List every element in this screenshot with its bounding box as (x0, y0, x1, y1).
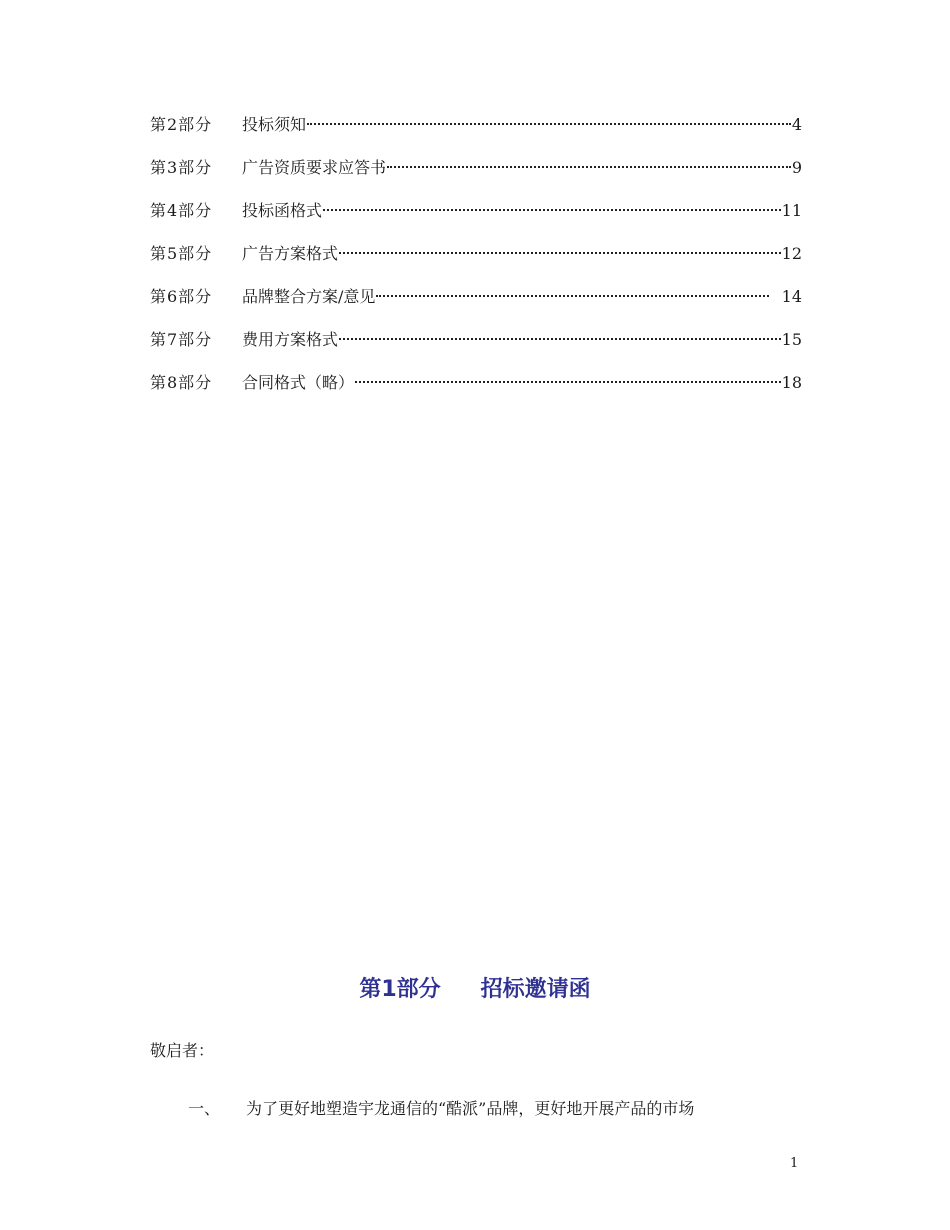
toc-title: 广告资质要求应答书 (242, 158, 387, 177)
toc-title: 广告方案格式 (242, 244, 339, 263)
toc-entry[interactable] (150, 112, 802, 155)
toc-part-label: 第8部分 (150, 373, 213, 392)
section-part-label: 第1部分 (359, 977, 441, 1002)
toc-entry[interactable] (150, 284, 802, 327)
toc-page-number: 12 (781, 244, 802, 263)
toc-title: 投标函格式 (242, 201, 323, 220)
toc-page-number: 4 (791, 115, 802, 134)
toc-leader-dots (376, 295, 768, 297)
toc-part-label: 第4部分 (150, 201, 213, 220)
toc-leader-dots (323, 209, 781, 211)
toc-part-label: 第6部分 (150, 287, 213, 306)
toc-leader-dots (339, 338, 781, 340)
page-number: 1 (790, 1156, 799, 1171)
section-title: 招标邀请函 (480, 977, 591, 1002)
toc-leader-dots (307, 123, 791, 125)
body-paragraph (150, 1096, 802, 1119)
toc-entry[interactable] (150, 370, 802, 413)
toc-entry[interactable] (150, 327, 802, 370)
toc-page-number: 15 (781, 330, 802, 349)
toc-part-label: 第5部分 (150, 244, 213, 263)
toc-page-number: 14 (781, 287, 802, 306)
toc-part-label: 第7部分 (150, 330, 213, 349)
paragraph-text: 为了更好地塑造宇龙通信的“酷派”品牌，更好地开展产品的市场 (246, 1099, 695, 1118)
toc-page-number: 11 (781, 201, 802, 220)
toc-entry[interactable] (150, 198, 802, 241)
table-of-contents (150, 112, 802, 413)
toc-page-number: 18 (781, 373, 802, 392)
section-heading (0, 972, 950, 1003)
toc-part-label: 第3部分 (150, 158, 213, 177)
toc-page-number: 9 (791, 158, 802, 177)
toc-entry[interactable] (150, 241, 802, 284)
salutation: 敬启者： (150, 1041, 215, 1060)
toc-entry[interactable] (150, 155, 802, 198)
toc-title: 品牌整合方案/意见 (242, 287, 376, 306)
toc-title: 费用方案格式 (242, 330, 339, 349)
toc-leader-dots (339, 252, 781, 254)
toc-title: 合同格式（略） (242, 373, 355, 392)
toc-part-label: 第2部分 (150, 115, 213, 134)
toc-title: 投标须知 (242, 115, 307, 134)
paragraph-number: 一、 (188, 1099, 221, 1118)
toc-leader-dots (355, 381, 781, 383)
toc-leader-dots (387, 166, 791, 168)
